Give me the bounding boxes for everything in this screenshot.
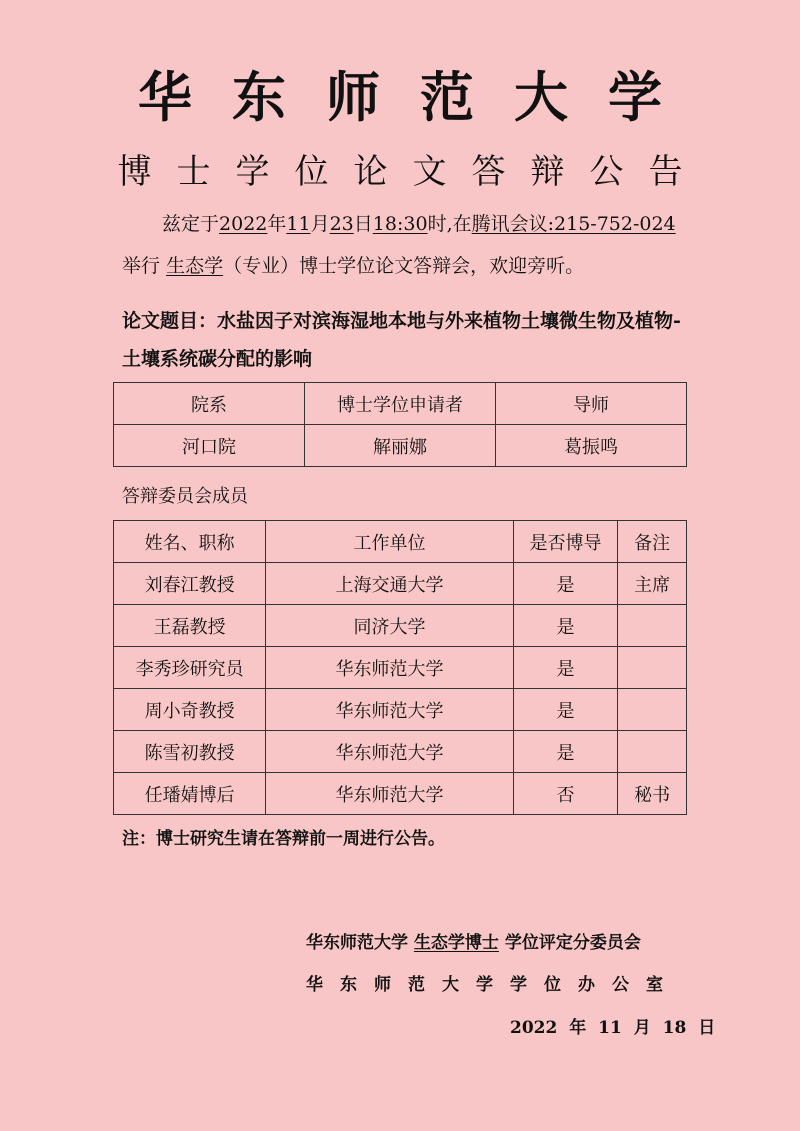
header-affiliation: 工作单位 bbox=[266, 521, 514, 563]
member-is-supervisor: 否 bbox=[513, 773, 617, 815]
member-affiliation: 华东师范大学 bbox=[266, 731, 514, 773]
signature-office: 华东师范大学学位办公室 bbox=[306, 975, 680, 995]
member-remark: 主席 bbox=[618, 563, 687, 605]
intro-venue: 腾讯会议:215-752-024 bbox=[471, 213, 676, 235]
intro-time: 18:30 bbox=[372, 213, 428, 235]
member-is-supervisor: 是 bbox=[513, 647, 617, 689]
member-remark bbox=[618, 605, 687, 647]
member-name: 李秀珍研究员 bbox=[114, 647, 266, 689]
intro-month: 11 bbox=[286, 213, 311, 235]
member-remark bbox=[618, 647, 687, 689]
applicant-cell: 解丽娜 bbox=[305, 425, 496, 467]
header-remark: 备注 bbox=[618, 521, 687, 563]
member-name: 刘春江教授 bbox=[114, 563, 266, 605]
member-is-supervisor: 是 bbox=[513, 563, 617, 605]
table-row bbox=[114, 689, 687, 731]
member-name: 陈雪初教授 bbox=[114, 731, 266, 773]
member-remark bbox=[618, 731, 687, 773]
member-name: 王磊教授 bbox=[114, 605, 266, 647]
member-name: 周小奇教授 bbox=[114, 689, 266, 731]
supervisor-cell: 葛振鸣 bbox=[496, 425, 687, 467]
table-row bbox=[114, 647, 687, 689]
intro-time-suffix: 时,在 bbox=[427, 213, 472, 235]
table-row bbox=[114, 605, 687, 647]
note: 注：博士研究生请在答辩前一周进行公告。 bbox=[122, 829, 445, 849]
department-cell: 河口院 bbox=[114, 425, 305, 467]
table-header-row bbox=[114, 521, 687, 563]
member-remark: 秘书 bbox=[618, 773, 687, 815]
signature-committee-suffix: 学位评定分委员会 bbox=[504, 933, 641, 953]
intro-major: 生态学 bbox=[166, 255, 224, 277]
signature-date: 2022 年 11 月 18 日 bbox=[510, 1018, 716, 1038]
intro-day-unit: 日 bbox=[353, 213, 373, 235]
committee-table bbox=[113, 520, 687, 815]
header-supervisor: 导师 bbox=[496, 383, 687, 425]
table-row bbox=[114, 773, 687, 815]
intro-line2-suffix: （专业）博士学位论文答辩会，欢迎旁听。 bbox=[223, 255, 585, 277]
member-remark bbox=[618, 689, 687, 731]
header-department: 院系 bbox=[114, 383, 305, 425]
header-applicant: 博士学位申请者 bbox=[305, 383, 496, 425]
intro-year: 2022 bbox=[219, 213, 268, 235]
signature-field: 生态学博士 bbox=[413, 933, 499, 953]
signature-university: 华东师范大学 bbox=[306, 933, 408, 953]
member-name: 任璠婧博后 bbox=[114, 773, 266, 815]
member-is-supervisor: 是 bbox=[513, 605, 617, 647]
header-name-title: 姓名、职称 bbox=[114, 521, 266, 563]
intro-line-2 bbox=[122, 252, 584, 280]
table-row bbox=[114, 731, 687, 773]
intro-year-unit: 年 bbox=[267, 213, 287, 235]
intro-day: 23 bbox=[329, 213, 354, 235]
thesis-title: 水盐因子对滨海湿地本地与外来植物土壤微生物及植物-土壤系统碳分配的影响 bbox=[122, 310, 681, 370]
notice-title: 博士学位论文答辩公告 bbox=[117, 152, 708, 192]
member-affiliation: 华东师范大学 bbox=[266, 689, 514, 731]
university-title: 华东师范大学 bbox=[138, 65, 702, 129]
intro-line2-prefix: 举行 bbox=[122, 255, 161, 277]
thesis-label: 论文题目： bbox=[122, 310, 218, 332]
member-affiliation: 同济大学 bbox=[266, 605, 514, 647]
signature-committee bbox=[306, 930, 641, 956]
member-affiliation: 华东师范大学 bbox=[266, 647, 514, 689]
applicant-table bbox=[113, 382, 687, 467]
table-row bbox=[114, 563, 687, 605]
intro-prefix: 兹定于 bbox=[162, 213, 220, 235]
member-is-supervisor: 是 bbox=[513, 731, 617, 773]
intro-line-1 bbox=[162, 210, 676, 238]
member-affiliation: 华东师范大学 bbox=[266, 773, 514, 815]
table-header-row bbox=[114, 383, 687, 425]
intro-month-unit: 月 bbox=[310, 213, 330, 235]
thesis-title-block bbox=[122, 302, 692, 378]
table-row bbox=[114, 425, 687, 467]
member-affiliation: 上海交通大学 bbox=[266, 563, 514, 605]
committee-label: 答辩委员会成员 bbox=[122, 486, 248, 507]
header-is-supervisor: 是否博导 bbox=[513, 521, 617, 563]
member-is-supervisor: 是 bbox=[513, 689, 617, 731]
